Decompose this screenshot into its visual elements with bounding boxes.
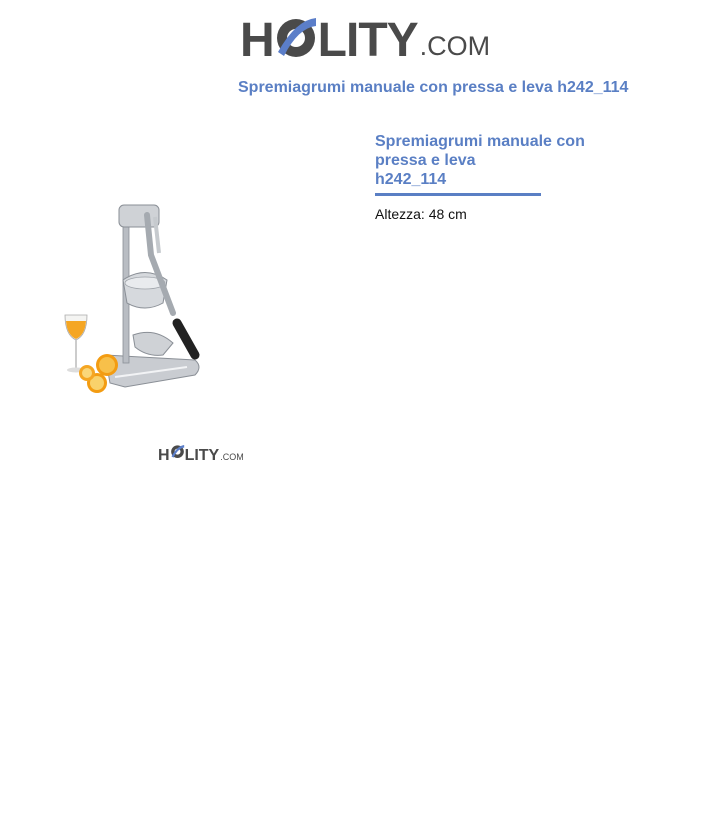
watermark-swoosh-icon <box>170 443 185 464</box>
product-name-line2: pressa e leva <box>375 152 476 169</box>
holity-logo[interactable] <box>240 12 490 65</box>
spec-height: Altezza: 48 cm <box>375 206 467 222</box>
watermark-text-lity: LITY <box>184 447 220 464</box>
product-name-line1: Spremiagrumi manuale con <box>375 133 585 150</box>
watermark-text-h: H <box>158 447 170 464</box>
logo-text-h: H <box>240 14 274 67</box>
page-title: Spremiagrumi manuale con pressa e leva h242_114 <box>238 79 629 96</box>
title-underline <box>375 193 541 196</box>
logo-swoosh-icon <box>274 12 318 65</box>
product-image <box>55 195 215 400</box>
watermark-text-com: .COM <box>220 452 244 462</box>
product-name <box>375 132 605 189</box>
holity-watermark <box>158 443 244 464</box>
logo-text-lity: LITY <box>317 14 418 67</box>
product-code: h242_114 <box>375 171 447 188</box>
logo-text-com: .COM <box>419 31 491 61</box>
